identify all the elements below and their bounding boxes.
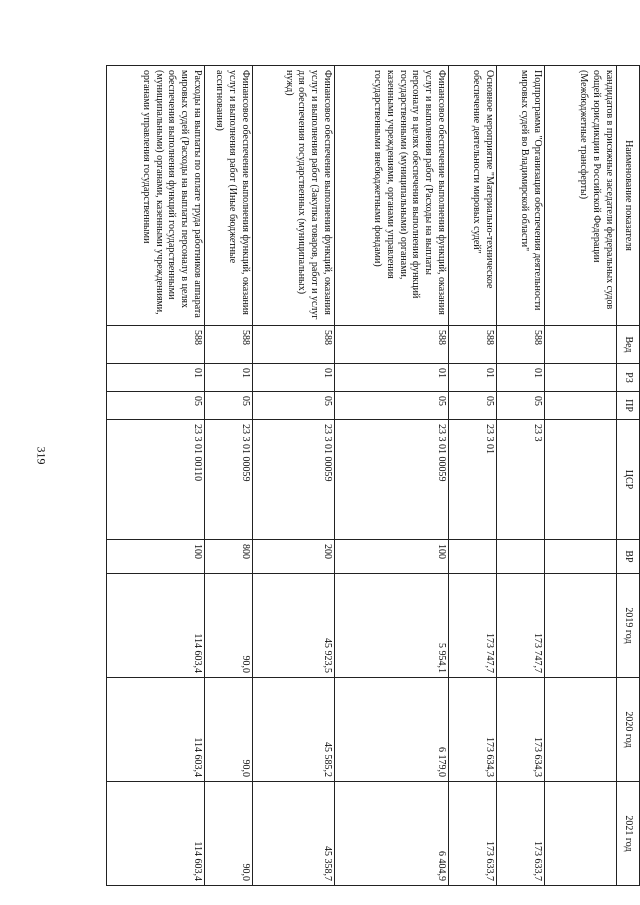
cell-name: Финансовое обеспечение выполнения функций, оказания услуг и выполнения работ (Иные бюджетные ассигнования) [205,66,253,326]
cell-2021: 6 404,9 [335,782,449,886]
cell-name: Финансовое обеспечение выполнения функций, оказания услуг и выполнения работ (Закупка товаров, работ и услуг для обеспечения государственных (муниципальных) нужд) [253,66,335,326]
cell-2019: 5 954,1 [335,574,449,678]
cell-pr: 05 [253,392,335,420]
cell-vr: 100 [107,540,205,574]
cell-2020: 173 634,3 [497,678,545,782]
cell-ved: 588 [107,326,205,364]
cell-2021: 90,0 [205,782,253,886]
col-header-2021: 2021 год [617,782,640,886]
table-row [497,66,545,886]
cell-csr: 23 3 01 [449,420,497,540]
table-row [335,66,449,886]
cell-rz: 01 [253,364,335,392]
budget-table [106,65,640,886]
cell-pr: 05 [335,392,449,420]
cell-2021: 173 633,7 [449,782,497,886]
cell-rz: 01 [449,364,497,392]
cell-rz: 01 [497,364,545,392]
table-row [253,66,335,886]
cell-vr [449,540,497,574]
cell-vr [545,540,617,574]
cell-2020 [545,678,617,782]
cell-2021 [545,782,617,886]
table-row [107,66,205,886]
page-number: 319 [34,446,49,465]
cell-name: Расходы на выплаты по оплате труда работников аппарата мировых судей (Расходы на выплаты персоналу в целях обеспечения выполнения функций государственными (муниципальными) органами, казенными учреждениями, органами управления государственными [107,66,205,326]
col-header-rz: РЗ [617,364,640,392]
cell-2020: 114 603,4 [107,678,205,782]
col-header-name: Наименование показателя [617,66,640,326]
cell-2021: 114 603,4 [107,782,205,886]
cell-pr: 05 [497,392,545,420]
col-header-pr: ПР [617,392,640,420]
cell-pr: 05 [449,392,497,420]
cell-pr: 05 [205,392,253,420]
col-header-ved: Вед [617,326,640,364]
cell-2019 [545,574,617,678]
cell-2019: 173 747,7 [449,574,497,678]
cell-csr: 23 3 01 00059 [335,420,449,540]
cell-2020: 45 585,2 [253,678,335,782]
table-row [205,66,253,886]
cell-2019: 90,0 [205,574,253,678]
col-header-vr: ВР [617,540,640,574]
cell-2019: 45 923,5 [253,574,335,678]
table-row [449,66,497,886]
col-header-csr: ЦСР [617,420,640,540]
col-header-2019: 2019 год [617,574,640,678]
cell-vr: 800 [205,540,253,574]
cell-2019: 173 747,7 [497,574,545,678]
cell-name: Основное мероприятие "Материально-техническое обеспечение деятельности мировых судей" [449,66,497,326]
cell-ved: 588 [253,326,335,364]
cell-csr: 23 3 01 00110 [107,420,205,540]
col-header-2020: 2020 год [617,678,640,782]
cell-csr [545,420,617,540]
cell-rz [545,364,617,392]
cell-rz: 01 [107,364,205,392]
cell-vr: 100 [335,540,449,574]
cell-pr [545,392,617,420]
cell-ved: 588 [205,326,253,364]
cell-rz: 01 [335,364,449,392]
cell-2020: 173 634,3 [449,678,497,782]
cell-2019: 114 603,4 [107,574,205,678]
cell-name: Подпрограмма "Организация обеспечения деятельности мировых судей во Владимирской области" [497,66,545,326]
rotated-page [100,65,640,885]
cell-2021: 45 358,7 [253,782,335,886]
cell-name: кандидатов в присяжные заседатели федеральных судов общей юрисдикции в Российской Федерации (Межбюджетные трансферты) [545,66,617,326]
cell-name: Финансовое обеспечение выполнения функций, оказания услуг и выполнения работ (Расходы на выплаты персоналу в целях обеспечения выполнения функций государственными (муниципальными) органами, казенными учреждениями, органами управления государственными внебюджетными фондами) [335,66,449,326]
cell-csr: 23 3 01 00059 [253,420,335,540]
cell-2021: 173 633,7 [497,782,545,886]
table-row [545,66,617,886]
cell-2020: 6 179,0 [335,678,449,782]
cell-vr [497,540,545,574]
cell-2020: 90,0 [205,678,253,782]
header-row [617,66,640,886]
cell-pr: 05 [107,392,205,420]
cell-ved: 588 [335,326,449,364]
cell-ved: 588 [449,326,497,364]
cell-vr: 200 [253,540,335,574]
cell-rz: 01 [205,364,253,392]
cell-ved: 588 [497,326,545,364]
cell-csr: 23 3 [497,420,545,540]
cell-csr: 23 3 01 00059 [205,420,253,540]
cell-ved [545,326,617,364]
